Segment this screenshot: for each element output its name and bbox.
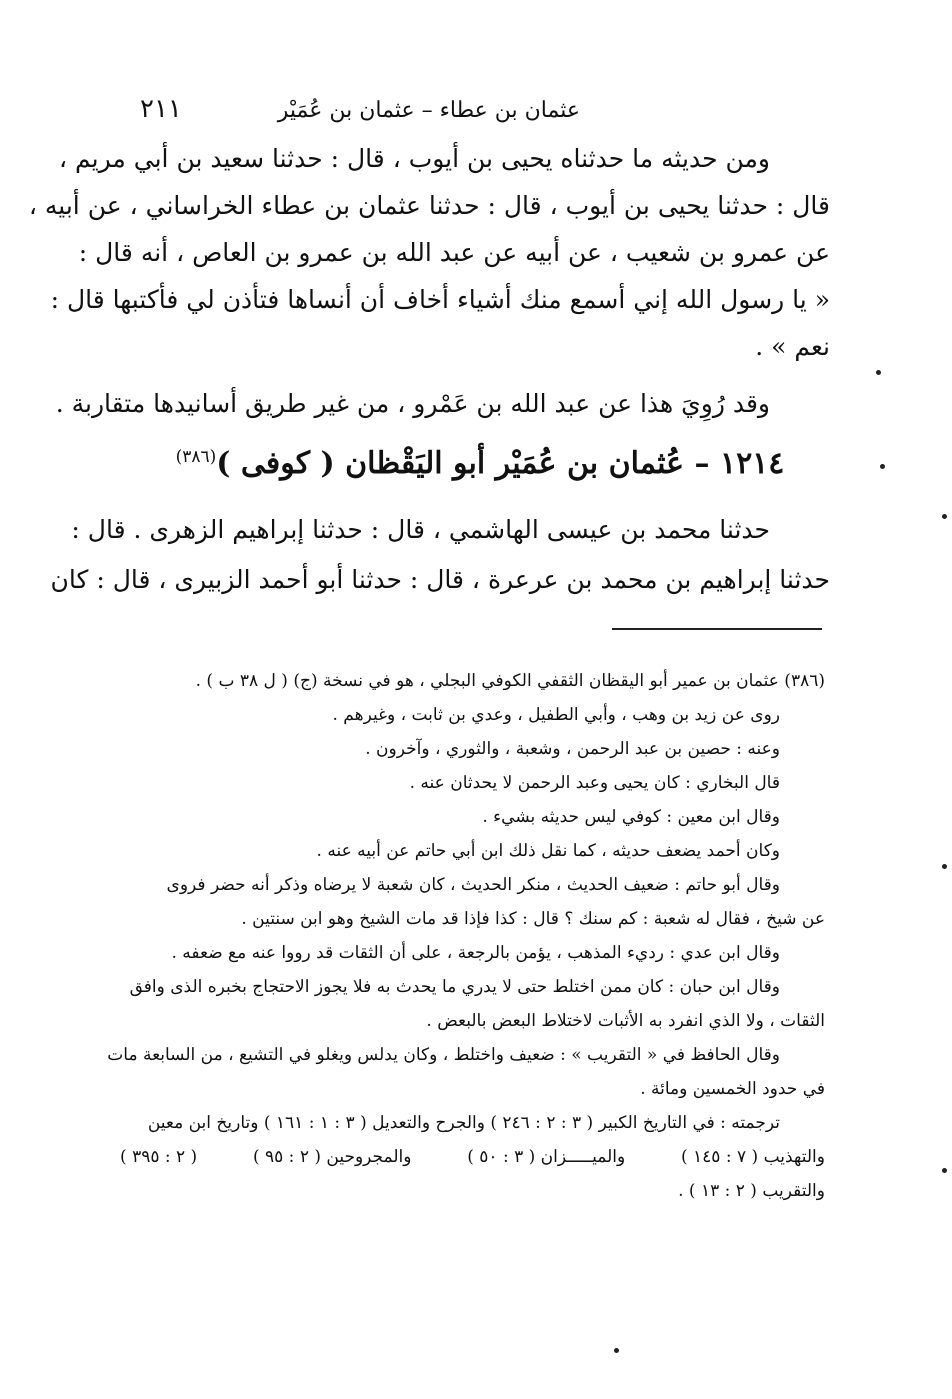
print-speck: [614, 1348, 619, 1353]
footnote-line: عن شيخ ، فقال له شعبة : كم سنك ؟ قال : كذا فإذا قد مات الشيخ وهو ابن سنتين .: [241, 909, 825, 929]
print-speck: [942, 1168, 947, 1173]
references-row: [120, 1140, 825, 1174]
reference: والتهذيب ( ٧ : ١٤٥ ): [680, 1147, 825, 1167]
footnote-line: قال البخاري : كان يحيى وعبد الرحمن لا يحدثان عنه .: [409, 773, 780, 793]
page-header: [130, 94, 830, 130]
footnote-line: وقال الحافظ في « التقريب » : ضعيف واختلط ، وكان يدلس ويغلو في التشيع ، من السابعة مات: [107, 1045, 780, 1065]
print-speck: [876, 370, 881, 375]
reference: ( ٢ : ٣٩٥ ): [120, 1147, 198, 1167]
main-text: [28, 135, 830, 427]
text-line: عن عمرو بن شعيب ، عن أبيه عن عبد الله بن عمرو بن العاص ، أنه قال :: [78, 238, 830, 267]
text-line: ومن حديثه ما حدثناه يحيى بن أيوب ، قال : حدثنا سعيد بن أبي مريم ،: [59, 144, 770, 173]
footnote-line: وقال أبو حاتم : ضعيف الحديث ، منكر الحديث ، كان شعبة لا يرضاه وذكر أنه حضر فروى: [166, 875, 780, 895]
running-title: عثمان بن عطاء – عثمان بن عُمَيْر: [277, 98, 580, 123]
footnote-line: والتقريب ( ٢ : ١٣ ) .: [678, 1181, 825, 1201]
text-line: حدثنا محمد بن عيسى الهاشمي ، قال : حدثنا إبراهيم الزهرى . قال :: [71, 515, 770, 544]
reference: والميـــــزان ( ٣ : ٥٠ ): [467, 1147, 626, 1167]
entry-heading: [130, 432, 830, 489]
text-line: نعم » .: [755, 332, 830, 361]
footnote-line: وقال ابن معين : كوفي ليس حديثه بشيء .: [482, 807, 780, 827]
footnote-line: وقال ابن حبان : كان ممن اختلط حتى لا يدري ما يحدث به فلا يجوز الاحتجاج بخبره الذى وافق: [129, 977, 780, 997]
page-number: ٢١١: [140, 94, 182, 124]
print-speck: [880, 464, 885, 469]
entry-title: ١٢١٤ – عُثمان بن عُمَيْر أبو اليَقْظان ( كوفى ): [216, 446, 785, 481]
footnote-line: روى عن زيد بن وهب ، وأبي الطفيل ، وعدي بن ثابت ، وغيرهم .: [332, 705, 780, 725]
footnote-line: وقال ابن عدي : رديء المذهب ، يؤمن بالرجعة ، على أن الثقات قد رووا عنه مع ضعفه .: [171, 943, 780, 963]
print-speck: [942, 514, 947, 519]
footnote-line: وكان أحمد يضعف حديثه ، كما نقل ذلك ابن أبي حاتم عن أبيه عنه .: [316, 841, 780, 861]
text-line: حدثنا إبراهيم بن محمد بن عرعرة ، قال : حدثنا أبو أحمد الزبيرى ، قال : كان: [50, 565, 830, 594]
footnotes: [107, 664, 825, 1208]
footnote-reference: (٣٨٦): [175, 447, 217, 467]
reference: والمجروحين ( ٢ : ٩٥ ): [252, 1147, 412, 1167]
footnote-separator: [612, 628, 822, 630]
footnote-line: وعنه : حصين بن عبد الرحمن ، وشعبة ، والثوري ، وآخرون .: [365, 739, 780, 759]
entry-text: [50, 505, 830, 605]
footnote-line: في حدود الخمسين ومائة .: [640, 1079, 825, 1099]
footnote-line: (٣٨٦) عثمان بن عمير أبو اليقظان الثقفي الكوفي البجلي ، هو في نسخة (ج) ( ل ٣٨ ب ) .: [195, 671, 825, 691]
text-line: « يا رسول الله إني أسمع منك أشياء أخاف أن أنساها فتأذن لي فأكتبها قال :: [50, 285, 830, 314]
print-speck: [942, 864, 947, 869]
footnote-line: ترجمته : في التاريخ الكبير ( ٣ : ٢ : ٢٤٦ ) والجرح والتعديل ( ٣ : ١ : ١٦١ ) وتاريخ ابن معين: [147, 1113, 780, 1133]
text-line: قال : حدثنا يحيى بن أيوب ، قال : حدثنا عثمان بن عطاء الخراساني ، عن أبيه ،: [28, 191, 830, 220]
footnote-line: الثقات ، ولا الذي انفرد به الأثبات لاختلاط البعض بالبعض .: [426, 1011, 825, 1031]
closing-line: وقد رُوِيَ هذا عن عبد الله بن عَمْرو ، من غير طريق أسانيدها متقاربة .: [55, 389, 770, 418]
